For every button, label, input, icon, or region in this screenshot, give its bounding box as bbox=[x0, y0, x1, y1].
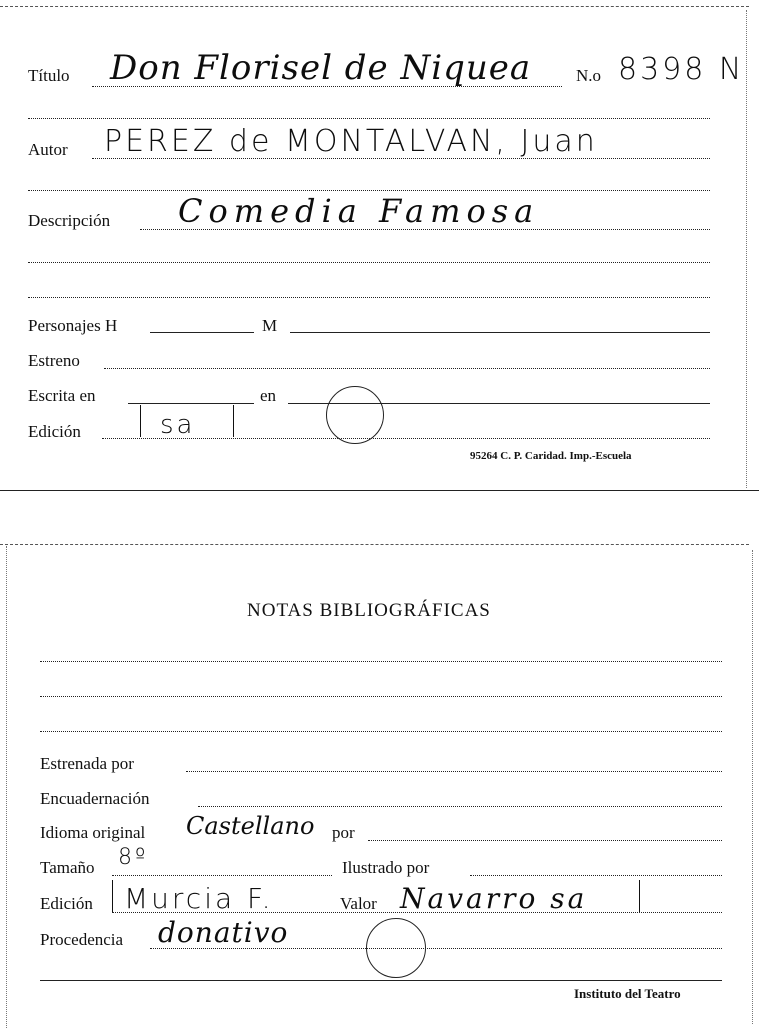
edicion-label: Edición bbox=[28, 422, 81, 441]
escrita-en-label: en bbox=[260, 386, 277, 405]
autor-extra-line bbox=[28, 190, 710, 191]
notas-line-1 bbox=[40, 661, 722, 662]
titulo-label: Título bbox=[28, 66, 70, 85]
idioma-handwritten: Castellano bbox=[186, 812, 315, 840]
personajes-h-line bbox=[150, 332, 254, 333]
titulo-handwritten: Don Florisel de Niquea bbox=[110, 48, 532, 88]
personajes-label: Personajes H bbox=[28, 316, 118, 335]
escrita-label: Escrita en bbox=[28, 386, 96, 405]
estrenada-line bbox=[186, 771, 722, 772]
descripcion-label: Descripción bbox=[28, 211, 111, 230]
back-edicion-label: Edición bbox=[40, 894, 93, 913]
autor-label: Autor bbox=[28, 140, 68, 159]
card-front-bottom-edge bbox=[0, 490, 759, 491]
institute-footer: Instituto del Teatro bbox=[574, 986, 681, 1001]
card-back-right-edge bbox=[752, 550, 753, 1024]
procedencia-label: Procedencia bbox=[40, 930, 124, 949]
estreno-label: Estreno bbox=[28, 351, 80, 370]
catalog-card-back bbox=[0, 540, 759, 1028]
card-back-left-edge bbox=[6, 546, 7, 1028]
personajes-m-line bbox=[290, 332, 710, 333]
procedencia-line bbox=[150, 948, 722, 949]
descripcion-extra-line-2 bbox=[28, 297, 710, 298]
card-front-right-edge bbox=[746, 10, 747, 488]
tamano-handwritten: 8º bbox=[118, 845, 149, 870]
personajes-m-label: M bbox=[262, 316, 278, 335]
back-edicion-handwritten-right: Navarro sa bbox=[400, 882, 588, 915]
catalog-card-front bbox=[0, 0, 759, 492]
procedencia-handwritten: donativo bbox=[158, 916, 289, 949]
encuadernacion-line bbox=[198, 806, 722, 807]
encuadernacion-label: Encuadernación bbox=[40, 789, 150, 808]
card-back-top-edge bbox=[0, 544, 749, 545]
printer-imprint: 95264 C. P. Caridad. Imp.-Escuela bbox=[470, 450, 632, 462]
edicion-handwritten: sa bbox=[160, 410, 196, 440]
estrenada-label: Estrenada por bbox=[40, 754, 134, 773]
descripcion-extra-line-1 bbox=[28, 262, 710, 263]
ilustrado-label: Ilustrado por bbox=[342, 858, 430, 877]
autor-handwritten: PEREZ de MONTALVAN, Juan bbox=[104, 124, 598, 159]
escrita-line bbox=[128, 403, 254, 404]
card-front-top-edge bbox=[0, 6, 749, 7]
notas-heading: NOTAS BIBLIOGRÁFICAS bbox=[247, 600, 491, 621]
back-edicion-line bbox=[112, 912, 722, 913]
back-edicion-handwritten-left: Murcia F. bbox=[124, 882, 274, 915]
tamano-label: Tamaño bbox=[40, 858, 95, 877]
idioma-label: Idioma original bbox=[40, 823, 146, 842]
footer-line bbox=[40, 980, 722, 981]
idioma-por-label: por bbox=[332, 823, 355, 842]
idioma-por-line bbox=[368, 840, 722, 841]
tamano-line bbox=[112, 875, 332, 876]
notas-line-3 bbox=[40, 731, 722, 732]
numero-label: N.o bbox=[576, 66, 602, 85]
numero-handwritten: 8398 N bbox=[618, 52, 745, 87]
ilustrado-line bbox=[470, 875, 722, 876]
notas-line-2 bbox=[40, 696, 722, 697]
valor-label: Valor bbox=[340, 894, 377, 913]
punch-hole-back bbox=[366, 918, 426, 978]
descripcion-handwritten: Comedia Famosa bbox=[178, 192, 540, 230]
punch-hole bbox=[326, 386, 384, 444]
titulo-extra-line bbox=[28, 118, 710, 119]
estreno-line bbox=[104, 368, 710, 369]
